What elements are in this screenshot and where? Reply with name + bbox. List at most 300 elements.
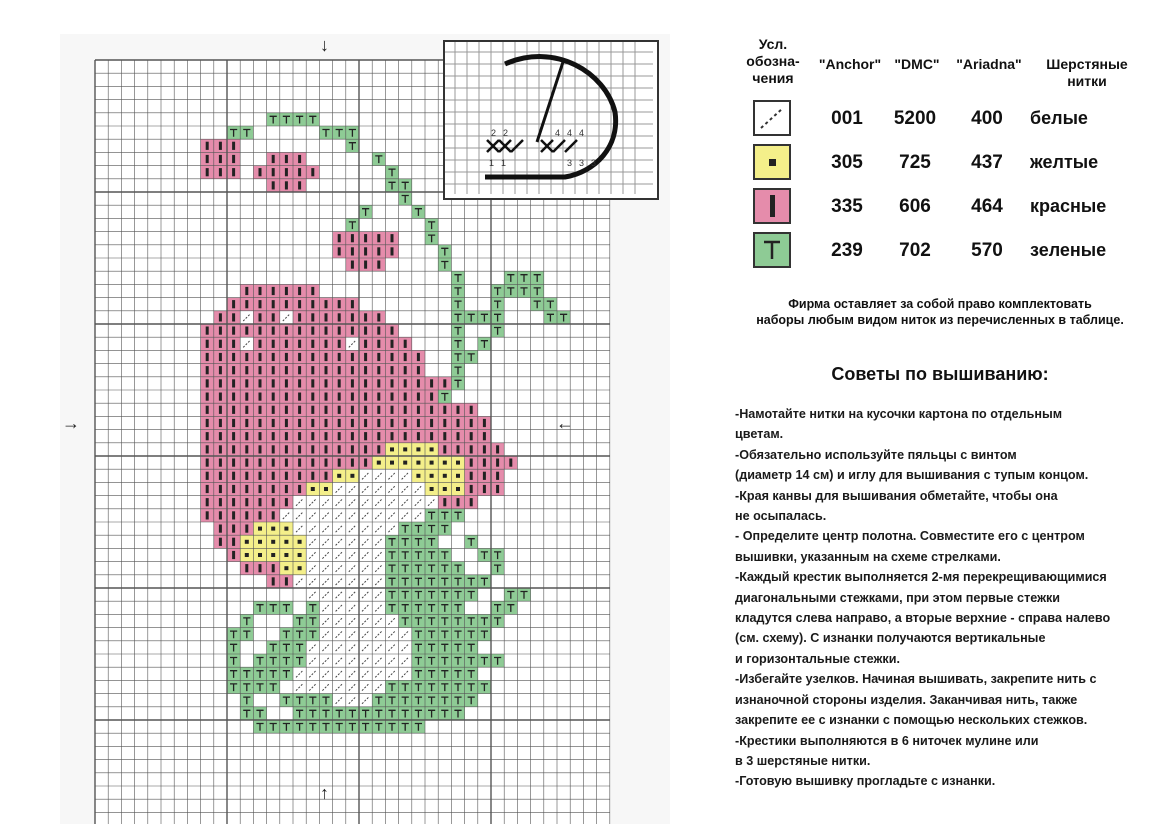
stitch-cell	[267, 680, 280, 693]
stitch-cell	[412, 562, 425, 575]
stitch-cell	[280, 456, 293, 469]
stitch-cell	[333, 364, 346, 377]
stitch-cell	[267, 298, 280, 311]
stitch-cell	[267, 522, 280, 535]
stitch-cell	[306, 469, 319, 482]
stitch-cell	[478, 469, 491, 482]
header-anchor: "Anchor"	[818, 56, 882, 72]
stitch-cell	[267, 548, 280, 561]
stitch-cell	[333, 416, 346, 429]
ariadna-value: 437	[971, 152, 1003, 173]
stitch-cell	[465, 416, 478, 429]
stitch-cell	[412, 350, 425, 363]
stitch-cell	[451, 628, 464, 641]
stitch-cell	[267, 562, 280, 575]
stitch-cell	[280, 337, 293, 350]
stitch-cell	[372, 667, 385, 680]
stitch-cell	[214, 509, 227, 522]
stitch-cell	[412, 456, 425, 469]
stitch-cell	[240, 298, 253, 311]
inset-label: 4	[567, 128, 573, 138]
stitch-cell	[267, 324, 280, 337]
stitch-cell	[359, 456, 372, 469]
stitch-cell	[333, 707, 346, 720]
stitch-cell	[478, 416, 491, 429]
stitch-cell	[214, 311, 227, 324]
stitch-cell	[438, 707, 451, 720]
stitch-cell	[214, 337, 227, 350]
stitch-cell	[293, 707, 306, 720]
stitch-cell	[227, 654, 240, 667]
stitch-cell	[491, 284, 504, 297]
stitch-cell	[451, 641, 464, 654]
stitch-cell	[319, 469, 332, 482]
inset-label: 2	[503, 128, 509, 138]
stitch-cell	[531, 298, 544, 311]
stitch-cell	[267, 601, 280, 614]
stitch-cell	[280, 179, 293, 192]
stitch-cell	[438, 548, 451, 561]
stitch-cell	[451, 575, 464, 588]
stitch-cell	[293, 390, 306, 403]
stitch-cell	[425, 628, 438, 641]
stitch-cell	[451, 337, 464, 350]
stitch-cell	[346, 548, 359, 561]
stitch-cell	[201, 469, 214, 482]
stitch-cell	[280, 535, 293, 548]
stitch-cell	[267, 377, 280, 390]
tip-line: -Готовую вышивку прогладьте с изнанки.	[735, 774, 996, 789]
stitch-cell	[280, 667, 293, 680]
stitch-cell	[346, 667, 359, 680]
stitch-cell	[465, 628, 478, 641]
stitch-cell	[280, 694, 293, 707]
stitch-cell	[333, 337, 346, 350]
stitch-cell	[227, 416, 240, 429]
stitch-cell	[280, 390, 293, 403]
stitch-cell	[359, 482, 372, 495]
stitch-cell	[201, 364, 214, 377]
stitch-cell	[438, 469, 451, 482]
stitch-cell	[385, 509, 398, 522]
stitch-cell	[359, 403, 372, 416]
stitch-cell	[253, 680, 266, 693]
stitch-cell	[201, 166, 214, 179]
stitch-cell	[293, 614, 306, 627]
stitch-cell	[319, 562, 332, 575]
stitch-cell	[399, 601, 412, 614]
stitch-cell	[306, 548, 319, 561]
stitch-cell	[293, 694, 306, 707]
stitch-cell	[306, 390, 319, 403]
stitch-cell	[451, 469, 464, 482]
center-arrow-left: →	[62, 413, 80, 433]
stitch-cell	[451, 680, 464, 693]
stitch-cell	[346, 245, 359, 258]
stitch-cell	[319, 614, 332, 627]
stitch-cell	[293, 166, 306, 179]
stitch-cell	[227, 680, 240, 693]
stitch-cell	[451, 416, 464, 429]
header-symbol-line: Усл.	[758, 36, 788, 52]
stitch-cell	[240, 403, 253, 416]
stitch-cell	[240, 284, 253, 297]
stitch-cell	[253, 601, 266, 614]
stitch-cell	[240, 535, 253, 548]
stitch-cell	[399, 337, 412, 350]
inset-label: 3	[567, 158, 573, 168]
stitch-cell	[240, 496, 253, 509]
stitch-cell	[227, 496, 240, 509]
stitch-cell	[399, 628, 412, 641]
stitch-cell	[372, 390, 385, 403]
stitch-cell	[240, 509, 253, 522]
stitch-cell	[451, 298, 464, 311]
stitch-cell	[359, 324, 372, 337]
stitch-cell	[372, 258, 385, 271]
stitch-cell	[438, 430, 451, 443]
dmc-value: 606	[899, 196, 931, 217]
stitch-cell	[214, 496, 227, 509]
stitch-cell	[306, 284, 319, 297]
stitch-cell	[293, 469, 306, 482]
ariadna-value: 570	[971, 240, 1003, 261]
stitch-cell	[399, 720, 412, 733]
stitch-cell	[306, 522, 319, 535]
stitch-cell	[399, 522, 412, 535]
stitch-cell	[465, 614, 478, 627]
stitch-cell	[438, 377, 451, 390]
stitch-cell	[319, 482, 332, 495]
legend-row	[728, 144, 1148, 188]
stitch-cell	[267, 654, 280, 667]
stitch-cell	[267, 482, 280, 495]
stitch-cell	[319, 628, 332, 641]
stitch-cell	[227, 535, 240, 548]
stitch-cell	[478, 430, 491, 443]
stitch-cell	[425, 390, 438, 403]
stitch-cell	[385, 496, 398, 509]
stitch-cell	[253, 522, 266, 535]
stitch-cell	[267, 469, 280, 482]
stitch-cell	[293, 364, 306, 377]
stitch-cell	[319, 720, 332, 733]
stitch-cell	[425, 614, 438, 627]
center-arrow-top: ↓	[320, 35, 329, 55]
stitch-cell	[306, 654, 319, 667]
stitch-cell	[451, 562, 464, 575]
stitch-cell	[240, 548, 253, 561]
stitch-cell	[280, 469, 293, 482]
stitch-cell	[333, 720, 346, 733]
stitch-cell	[306, 364, 319, 377]
stitch-cell	[438, 575, 451, 588]
stitch-cell	[240, 707, 253, 720]
stitch-cell	[385, 522, 398, 535]
stitch-cell	[465, 535, 478, 548]
stitch-cell	[293, 509, 306, 522]
stitch-cell	[425, 482, 438, 495]
stitch-cell	[399, 562, 412, 575]
stitch-cell	[227, 548, 240, 561]
stitch-cell	[385, 430, 398, 443]
stitch-cell	[319, 509, 332, 522]
stitch-cell	[227, 350, 240, 363]
stitch-cell	[478, 482, 491, 495]
stitch-cell	[359, 614, 372, 627]
stitch-diagram-svg	[445, 42, 653, 194]
stitch-cell	[412, 575, 425, 588]
stitch-cell	[451, 311, 464, 324]
stitch-cell	[451, 271, 464, 284]
stitch-cell	[451, 482, 464, 495]
stitch-cell	[385, 469, 398, 482]
stitch-diagram	[443, 40, 659, 200]
stitch-cell	[280, 416, 293, 429]
stitch-cell	[319, 350, 332, 363]
stitch-cell	[306, 641, 319, 654]
stitch-cell	[372, 403, 385, 416]
stitch-cell	[451, 601, 464, 614]
stitch-cell	[267, 535, 280, 548]
stitch-cell	[478, 654, 491, 667]
stitch-cell	[399, 654, 412, 667]
stitch-cell	[333, 403, 346, 416]
stitch-cell	[201, 430, 214, 443]
stitch-cell	[306, 403, 319, 416]
stitch-cell	[227, 364, 240, 377]
stitch-cell	[201, 390, 214, 403]
stitch-cell	[372, 324, 385, 337]
stitch-cell	[451, 667, 464, 680]
stitch-cell	[280, 575, 293, 588]
tip-line: не осыпалась.	[735, 509, 827, 524]
stitch-cell	[359, 509, 372, 522]
stitch-cell	[359, 232, 372, 245]
stitch-cell	[438, 601, 451, 614]
stitch-cell	[438, 390, 451, 403]
stitch-cell	[267, 430, 280, 443]
anchor-value: 239	[831, 240, 863, 261]
stitch-cell	[293, 350, 306, 363]
stitch-cell	[465, 588, 478, 601]
stitch-cell	[399, 403, 412, 416]
dmc-value: 5200	[893, 108, 937, 129]
stitch-cell	[333, 641, 346, 654]
stitch-cell	[425, 456, 438, 469]
stitch-cell	[201, 482, 214, 495]
stitch-cell	[465, 469, 478, 482]
stitch-cell	[346, 535, 359, 548]
stitch-cell	[359, 364, 372, 377]
stitch-cell	[399, 575, 412, 588]
stitch-cell	[280, 152, 293, 165]
stitch-cell	[412, 509, 425, 522]
stitch-cell	[306, 496, 319, 509]
header-symbol-line: обозна-	[746, 53, 800, 69]
stitch-cell	[267, 667, 280, 680]
stitch-cell	[201, 324, 214, 337]
stitch-cell	[293, 284, 306, 297]
stitch-cell	[399, 192, 412, 205]
stitch-cell	[293, 628, 306, 641]
stitch-cell	[240, 694, 253, 707]
stitch-cell	[385, 628, 398, 641]
stitch-cell	[293, 680, 306, 693]
stitch-cell	[227, 311, 240, 324]
stitch-cell	[451, 403, 464, 416]
tip-line: изнаночной стороны изделия. Заканчивая нить, также	[735, 692, 1078, 707]
stitch-cell	[465, 456, 478, 469]
stitch-cell	[385, 641, 398, 654]
stitch-cell	[399, 377, 412, 390]
stitch-cell	[201, 403, 214, 416]
stitch-cell	[333, 311, 346, 324]
stitch-cell	[478, 680, 491, 693]
stitch-cell	[306, 707, 319, 720]
stitch-cell	[214, 482, 227, 495]
stitch-cell	[359, 680, 372, 693]
stitch-cell	[425, 575, 438, 588]
stitch-cell	[227, 443, 240, 456]
stitch-cell	[240, 311, 253, 324]
stitch-cell	[306, 694, 319, 707]
stitch-cell	[359, 522, 372, 535]
stitch-cell	[438, 245, 451, 258]
stitch-cell	[359, 548, 372, 561]
stitch-cell	[385, 667, 398, 680]
stitch-cell	[293, 562, 306, 575]
stitch-cell	[267, 416, 280, 429]
stitch-cell	[214, 430, 227, 443]
stitch-cell	[319, 364, 332, 377]
stitch-cell	[333, 126, 346, 139]
stitch-cell	[253, 166, 266, 179]
stitch-cell	[240, 562, 253, 575]
stitch-cell	[333, 509, 346, 522]
stitch-cell	[372, 720, 385, 733]
stitch-cell	[240, 522, 253, 535]
stitch-cell	[267, 284, 280, 297]
stitch-cell	[425, 641, 438, 654]
stitch-cell	[557, 311, 570, 324]
stitch-cell	[293, 443, 306, 456]
dmc-value: 725	[899, 152, 931, 173]
stitch-cell	[399, 694, 412, 707]
stitch-cell	[319, 667, 332, 680]
stitch-cell	[319, 443, 332, 456]
stitch-cell	[306, 482, 319, 495]
stitch-cell	[491, 456, 504, 469]
stitch-cell	[201, 456, 214, 469]
stitch-cell	[333, 496, 346, 509]
stitch-cell	[438, 562, 451, 575]
stitch-cell	[319, 416, 332, 429]
stitch-cell	[438, 588, 451, 601]
stitch-cell	[227, 298, 240, 311]
stitch-cell	[385, 548, 398, 561]
stitch-cell	[359, 694, 372, 707]
stitch-cell	[491, 311, 504, 324]
stitch-cell	[214, 443, 227, 456]
stitch-cell	[280, 284, 293, 297]
stitch-cell	[240, 667, 253, 680]
stitch-cell	[267, 496, 280, 509]
stitch-cell	[478, 628, 491, 641]
symbol-green-t	[753, 232, 791, 268]
stitch-cell	[214, 166, 227, 179]
stitch-cell	[385, 614, 398, 627]
stitch-cell	[240, 416, 253, 429]
stitch-cell	[372, 601, 385, 614]
header-wool-line: Шерстяные	[1046, 56, 1128, 72]
stitch-cell	[240, 469, 253, 482]
stitch-cell	[280, 113, 293, 126]
header-wool	[1034, 56, 1140, 90]
stitch-cell	[359, 562, 372, 575]
stitch-cell	[227, 166, 240, 179]
stitch-cell	[451, 324, 464, 337]
stitch-cell	[346, 720, 359, 733]
stitch-cell	[385, 337, 398, 350]
stitch-cell	[346, 298, 359, 311]
stitch-cell	[333, 377, 346, 390]
stitch-cell	[240, 324, 253, 337]
stitch-cell	[267, 179, 280, 192]
stitch-cell	[412, 680, 425, 693]
stitch-cell	[267, 311, 280, 324]
stitch-cell	[491, 324, 504, 337]
stitch-cell	[214, 403, 227, 416]
stitch-cell	[253, 707, 266, 720]
stitch-cell	[412, 443, 425, 456]
inset-label: 2	[491, 128, 497, 138]
stitch-cell	[438, 509, 451, 522]
stitch-cell	[227, 641, 240, 654]
stitch-cell	[333, 667, 346, 680]
stitch-cell	[385, 588, 398, 601]
stitch-cell	[359, 588, 372, 601]
stitch-cell	[438, 654, 451, 667]
stitch-cell	[425, 403, 438, 416]
tip-line: (диаметр 14 см) и иглу для вышивания с тупым концом.	[735, 468, 1089, 483]
stitch-cell	[425, 707, 438, 720]
stitch-cell	[346, 416, 359, 429]
stitch-cell	[399, 707, 412, 720]
stitch-cell	[346, 311, 359, 324]
stitch-cell	[451, 284, 464, 297]
stitch-cell	[412, 667, 425, 680]
stitch-cell	[280, 548, 293, 561]
stitch-cell	[346, 575, 359, 588]
center-arrow-right: ←	[556, 413, 574, 433]
stitch-cell	[227, 139, 240, 152]
stitch-cell	[478, 443, 491, 456]
stitch-cell	[214, 535, 227, 548]
stitch-cell	[399, 390, 412, 403]
stitch-cell	[359, 469, 372, 482]
stitch-cell	[319, 298, 332, 311]
stitch-cell	[399, 548, 412, 561]
stitch-cell	[491, 298, 504, 311]
stitch-cell	[306, 601, 319, 614]
stitch-cell	[491, 601, 504, 614]
stitch-cell	[372, 350, 385, 363]
stitch-cell	[201, 152, 214, 165]
stitch-cell	[240, 680, 253, 693]
stitch-cell	[372, 311, 385, 324]
stitch-cell	[346, 628, 359, 641]
